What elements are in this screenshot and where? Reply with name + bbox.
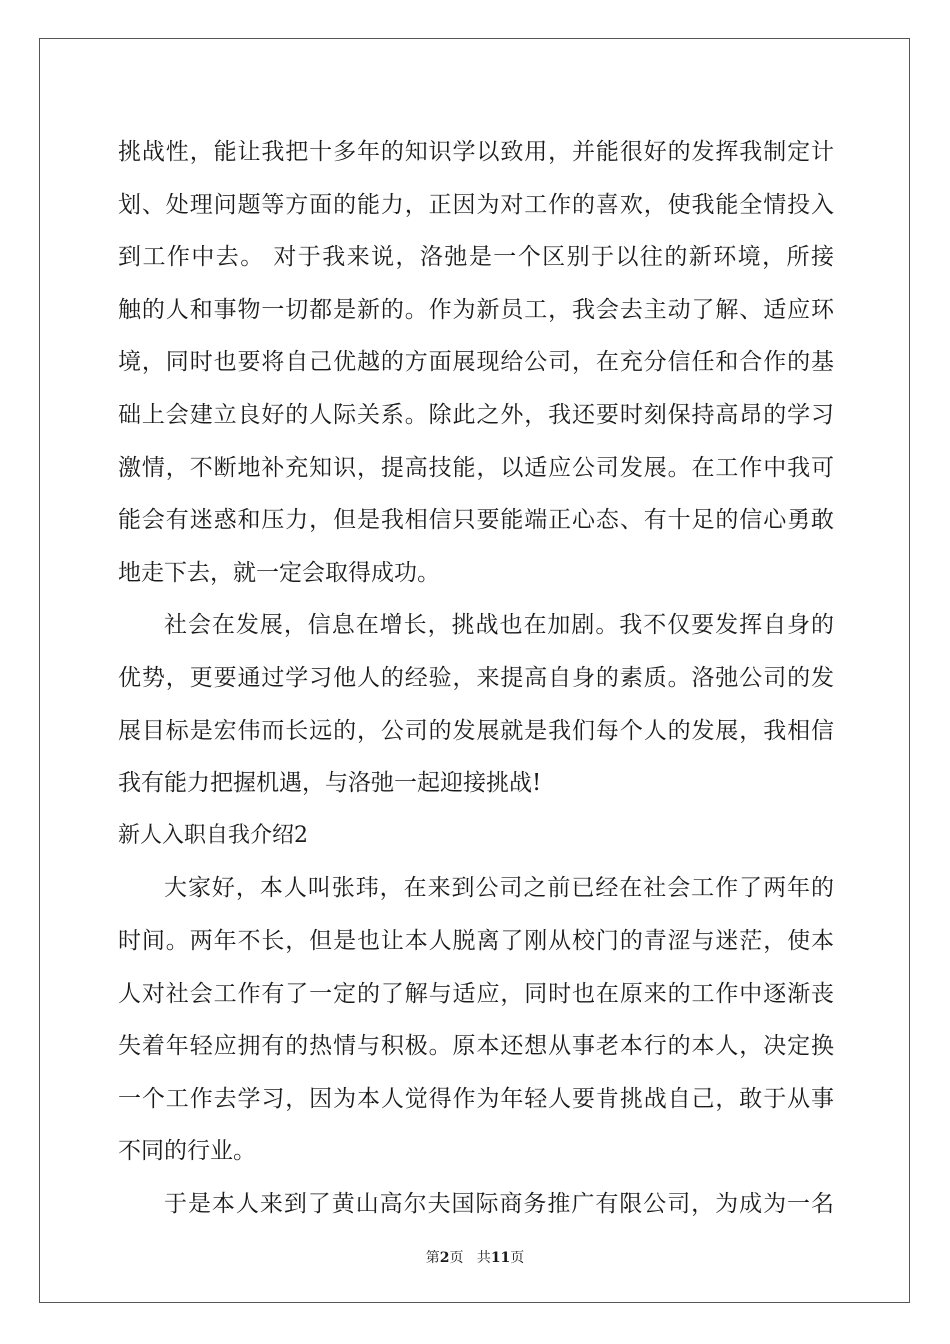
text-line: 能会有迷惑和压力，但是我相信只要能端正心态、有十足的信心勇敢: [118, 507, 834, 534]
current-page-number: 2: [439, 1250, 450, 1266]
text-line: 挑战性，能让我把十多年的知识学以致用，并能很好的发挥我制定计: [118, 139, 834, 165]
text-line: 于是本人来到了黄山高尔夫国际商务推广有限公司，为成为一名: [164, 1190, 834, 1217]
text-line: 社会在发展，信息在增长，挑战也在加剧。我不仅要发挥自身的: [164, 612, 834, 639]
total-page-count: 11: [490, 1250, 511, 1266]
text-line: 一个工作去学习，因为本人觉得作为年轻人要肯挑战自己，敢于从事: [118, 1085, 834, 1112]
text-line: 地走下去，就一定会取得成功。: [118, 559, 440, 586]
text-line: 划、处理问题等方面的能力，正因为对工作的喜欢，使我能全情投入: [118, 191, 834, 218]
text-line: 时间。两年不长，但是也让本人脱离了刚从校门的青涩与迷茫，使本: [118, 927, 834, 954]
text-line: 激情，不断地补充知识，提高技能，以适应公司发展。在工作中我可: [118, 454, 834, 481]
page-footer: [0, 1247, 950, 1267]
text-line: 到工作中去。 对于我来说，洛弛是一个区别于以往的新环境，所接: [118, 244, 834, 271]
footer-prefix: 第: [425, 1250, 440, 1266]
text-line: 我有能力把握机遇，与洛弛一起迎接挑战!: [118, 770, 542, 797]
text-line: 触的人和事物一切都是新的。作为新员工，我会去主动了解、适应环: [118, 296, 834, 323]
text-line: 展目标是宏伟而长远的，公司的发展就是我们每个人的发展，我相信: [118, 717, 834, 744]
text-line: 础上会建立良好的人际关系。除此之外，我还要时刻保持高昂的学习: [118, 401, 834, 428]
text-line: 人对社会工作有了一定的了解与适应，同时也在原来的工作中逐渐丧: [118, 980, 834, 1007]
footer-total-suffix: 页: [510, 1250, 525, 1266]
text-line: 境，同时也要将自己优越的方面展现给公司，在充分信任和合作的基: [118, 349, 834, 376]
text-line: 大家好，本人叫张玮，在来到公司之前已经在社会工作了两年的: [164, 875, 834, 902]
footer-total-prefix: 共: [476, 1250, 491, 1266]
section-heading: 新人入职自我介绍2: [118, 822, 308, 848]
text-line: 失着年轻应拥有的热情与积极。原本还想从事老本行的本人，决定换: [118, 1033, 834, 1060]
text-line: 优势，更要通过学习他人的经验，来提高自身的素质。洛弛公司的发: [118, 664, 834, 691]
text-line: 不同的行业。: [118, 1138, 256, 1165]
footer-page-suffix: 页: [449, 1250, 464, 1266]
document-body: [118, 126, 834, 1230]
